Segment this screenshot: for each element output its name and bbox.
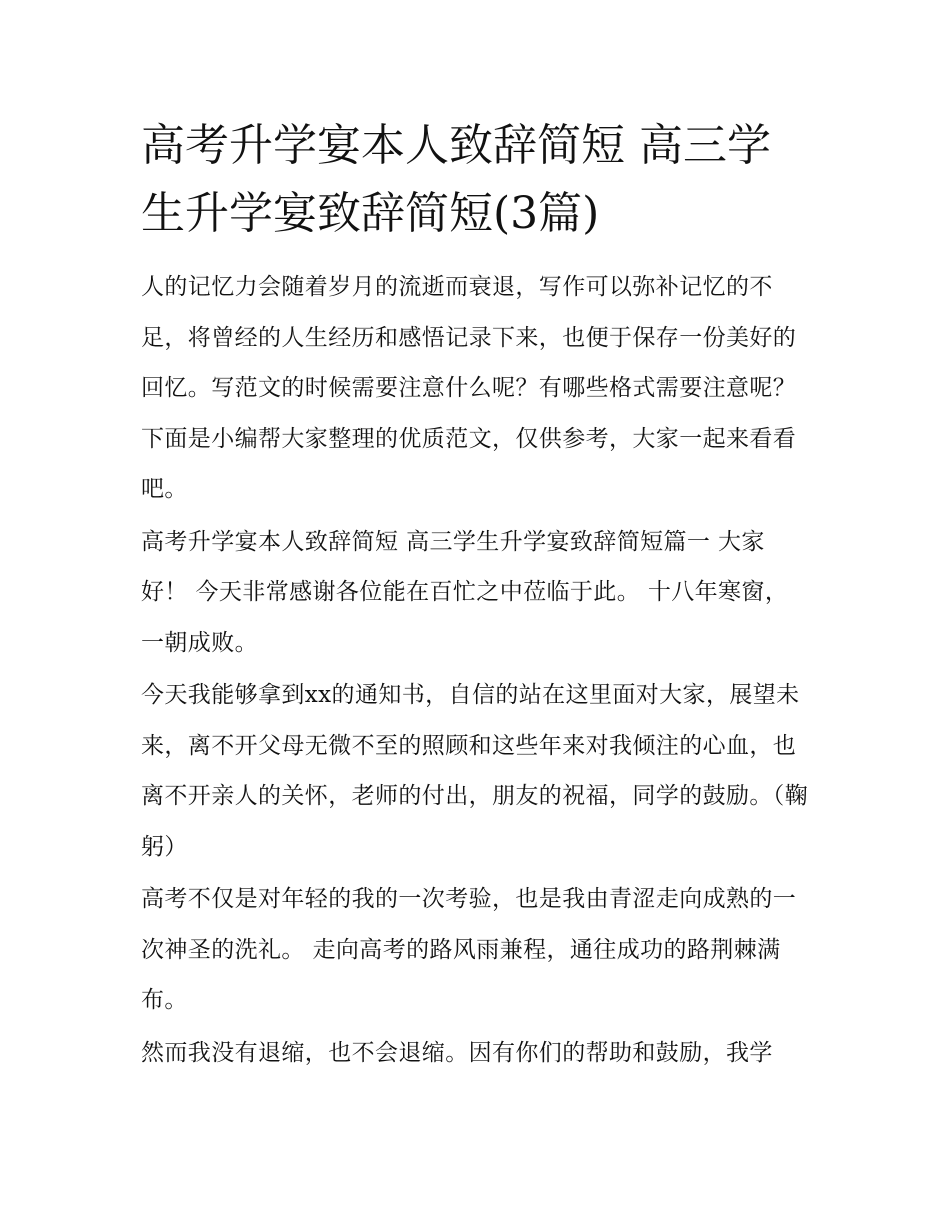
paragraph-intro: 人的记忆力会随着岁月的流逝而衰退，写作可以弥补记忆的不足，将曾经的人生经历和感悟记录下来，也便于保存一份美好的回忆。写范文的时候需要注意什么呢？有哪些格式需要注意呢？下面是小编帮大家整理的优质范文，仅供参考，大家一起来看看吧。: [141, 274, 797, 502]
paragraph-exam-journey: 高考不仅是对年轻的我的一次考验，也是我由青涩走向成熟的一次神圣的洗礼。 走向高考的路风雨兼程，通往成功的路荆棘满布。: [141, 886, 797, 1013]
document-title: 高考升学宴本人致辞简短 高三学生升学宴致辞简短(3篇): [141, 120, 771, 239]
paragraph-gratitude: 今天我能够拿到xx的通知书，自信的站在这里面对大家，展望未来，离不开父母无微不至的照顾和这些年来对我倾注的心血，也离不开亲人的关怀，老师的付出，朋友的祝福，同学的鼓励。（鞠躬）: [141, 682, 809, 860]
paragraph-speech-opening: 高考升学宴本人致辞简短 高三学生升学宴致辞简短篇一 大家好！ 今天非常感谢各位能在百忙之中莅临于此。 十八年寒窗，一朝成败。: [141, 528, 789, 656]
paragraph-perseverance: 然而我没有退缩，也不会退缩。因有你们的帮助和鼓励，我学: [141, 1039, 773, 1066]
document-body: [141, 112, 811, 1080]
